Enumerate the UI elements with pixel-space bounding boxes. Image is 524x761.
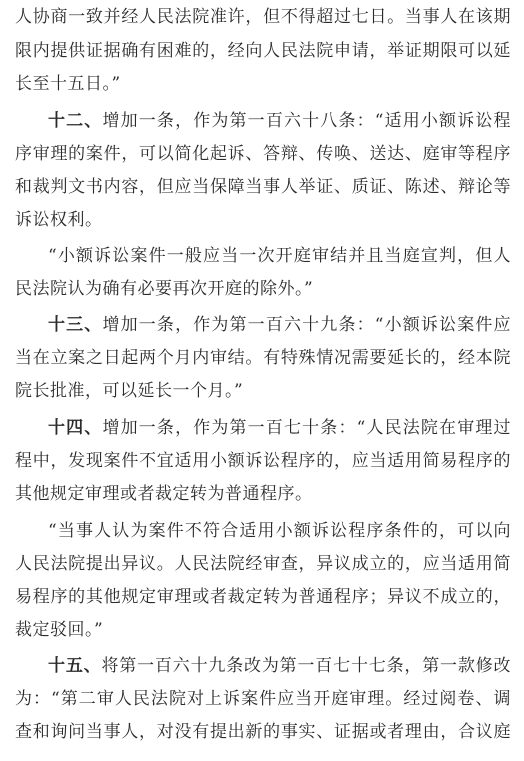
section-number: 十五、 [48,656,102,676]
line-text: 限内提供证据确有困难的，经向人民法院申请，举证期限可以延 [15,41,511,61]
text-line [48,312,511,338]
line-text: “小额诉讼案件一般应当一次开庭审结并且当庭宣判，但人 [48,246,511,266]
line-text: 序审理的案件，可以简化起诉、答辩、传唤、送达、庭审等程序 [15,144,511,164]
line-text: 易程序的其他规定审理或者裁定转为普通程序；异议不成立的， [15,587,511,607]
text-line [15,448,511,474]
section-number: 十二、 [48,111,103,131]
line-text: 程中，发现案件不宜适用小额诉讼程序的，应当适用简易程序的 [15,451,511,471]
text-line [15,174,511,200]
text-line [15,481,313,507]
text-line [48,243,511,269]
text-line [15,551,511,577]
text-line [15,207,103,233]
text-line [48,415,511,441]
text-line [15,276,313,302]
text-line [15,38,511,64]
text-line [15,141,511,167]
line-text: 民法院认为确有必要再次开庭的除外。” [15,279,314,299]
line-text: 裁定驳回。” [15,620,104,640]
line-text: 诉讼权利。 [15,210,103,230]
text-line [48,653,511,679]
line-text: 和裁判文书内容，但应当保障当事人举证、质证、陈述、辩论等 [15,177,511,197]
text-line [15,71,121,97]
text-line [15,719,511,745]
line-text: 查和询问当事人，对没有提出新的事实、证据或者理由，合议庭 [15,722,511,742]
line-text: 长至十五日。” [15,74,121,94]
line-text: 其他规定审理或者裁定转为普通程序。 [15,484,313,504]
line-text: “当事人认为案件不符合适用小额诉讼程序条件的，可以向 [48,521,511,541]
line-text: 增加一条，作为第一百六十九条：“小额诉讼案件应 [102,315,511,335]
line-text: 增加一条，作为第一百七十条：“人民法院在审理过 [102,418,511,438]
text-line [48,518,511,544]
section-number: 十三、 [48,315,103,335]
text-line [48,108,511,134]
text-line [15,345,511,371]
line-text: 院长批准，可以延长一个月。” [15,381,244,401]
text-line [15,584,511,610]
line-text: 人协商一致并经人民法院准许，但不得超过七日。当事人在该期 [15,7,511,27]
line-text: 人民法院提出异议。人民法院经审查，异议成立的，应当适用简 [15,554,511,574]
line-text: 将第一百六十九条改为第一百七十七条，第一款修改 [101,656,512,676]
line-text: 增加一条，作为第一百六十八条：“适用小额诉讼程 [102,111,511,131]
text-line [15,686,511,712]
section-number: 十四、 [48,418,103,438]
text-line [15,4,511,30]
text-line [15,378,243,404]
line-text: 为：“第二审人民法院对上诉案件应当开庭审理。经过阅卷、调 [15,689,511,709]
text-line [15,617,103,643]
line-text: 当在立案之日起两个月内审结。有特殊情况需要延长的，经本院 [15,348,511,368]
